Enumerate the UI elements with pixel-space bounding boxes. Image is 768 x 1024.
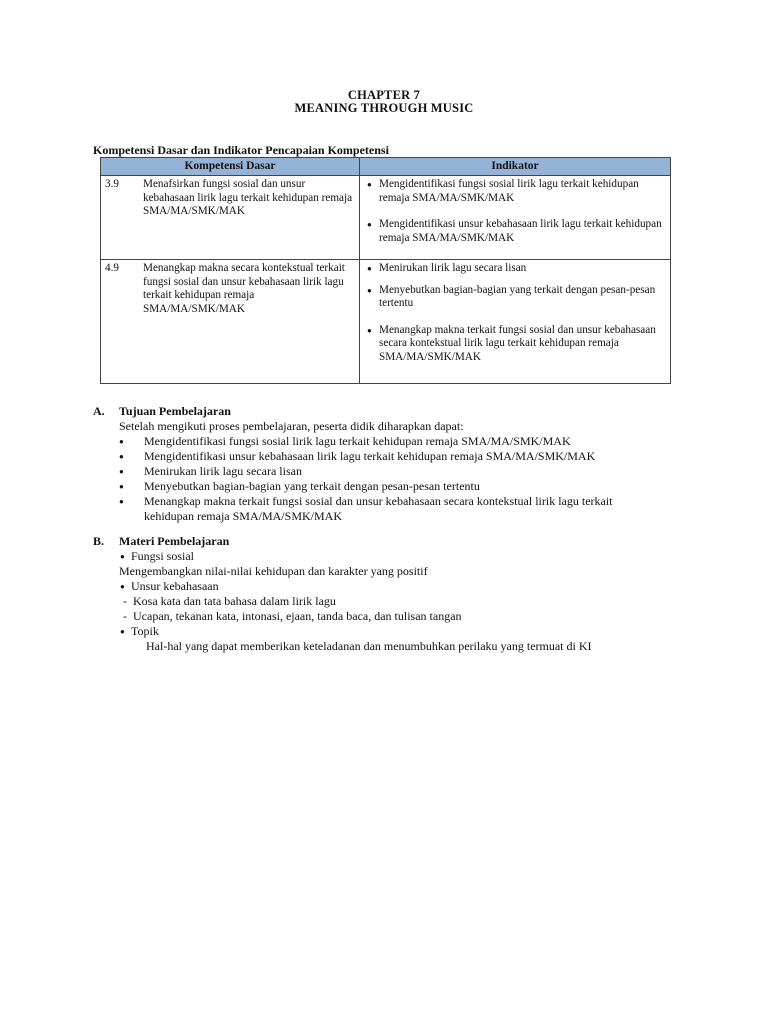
list-item: ● Menirukan lirik lagu secara lisan: [119, 464, 693, 479]
list-item: ● Menangkap makna terkait fungsi sosial dan unsur kebahasaan secara kontekstual lirik lagu terkait kehidupan remaja SMA/MA/SMK/MAK: [119, 494, 664, 524]
indicator-item: ● Menyebutkan bagian-bagian yang terkait dengan pesan-pesan tertentu: [360, 284, 670, 311]
list-item: ● Mengidentifikasi unsur kebahasaan lirik lagu terkait kehidupan remaja SMA/MA/SMK/MAK: [119, 449, 693, 464]
header-kompetensi-dasar: Kompetensi Dasar: [101, 158, 360, 176]
competency-table: [100, 157, 671, 384]
list-item: ● Unsur kebahasaan: [119, 579, 693, 594]
section-heading: B. Materi Pembelajaran: [93, 534, 230, 548]
kd-text: Menafsirkan fungsi sosial dan unsur kebahasaan lirik lagu terkait kehidupan remaja SMA/MA/SMK/MAK: [143, 178, 353, 218]
sub-item: - Ucapan, tekanan kata, intonasi, ejaan, tanda baca, dan tulisan tangan: [119, 609, 693, 624]
section-materi: [93, 534, 693, 654]
chapter-number: CHAPTER 7: [347, 88, 421, 102]
section-tujuan: [93, 404, 693, 524]
indicator-item: ● Mengidentifikasi unsur kebahasaan lirik lagu terkait kehidupan remaja SMA/MA/SMK/MAK: [360, 218, 670, 245]
list-item: ● Fungsi sosial: [119, 549, 693, 564]
table-row: [101, 176, 671, 260]
indicator-item: ● Menirukan lirik lagu secara lisan: [360, 262, 670, 276]
indicator-cell: [360, 260, 671, 384]
kd-cell: [101, 260, 360, 384]
kd-number: 3.9: [105, 178, 119, 190]
sub-item: - Kosa kata dan tata bahasa dalam lirik lagu: [119, 594, 693, 609]
table-row: [101, 260, 671, 384]
table-header-row: [101, 158, 671, 176]
indicator-item: ● Menangkap makna terkait fungsi sosial dan unsur kebahasaan secara kontekstual lirik lagu terkait kehidupan remaja SMA/MA/SMK/MAK: [360, 324, 670, 365]
header-indikator: Indikator: [360, 158, 671, 176]
kd-cell: [101, 176, 360, 260]
indicator-cell: [360, 176, 671, 260]
section-heading: A. Tujuan Pembelajaran: [93, 404, 231, 418]
chapter-title: MEANING THROUGH MUSIC: [294, 101, 474, 115]
list-item: ● Topik: [119, 624, 693, 639]
indicator-item: ● Mengidentifikasi fungsi sosial lirik lagu terkait kehidupan remaja SMA/MA/SMK/MAK: [360, 178, 670, 205]
table-caption: Kompetensi Dasar dan Indikator Pencapaian Kompetensi: [93, 143, 389, 157]
list-item: ● Mengidentifikasi fungsi sosial lirik lagu terkait kehidupan remaja SMA/MA/SMK/MAK: [119, 434, 693, 449]
section-intro: Setelah mengikuti proses pembelajaran, peserta didik diharapkan dapat:: [119, 419, 464, 433]
list-item-desc: Mengembangkan nilai-nilai kehidupan dan karakter yang positif: [119, 564, 428, 578]
list-item-desc: Hal-hal yang dapat memberikan keteladanan dan menumbuhkan perilaku yang termuat di KI: [146, 639, 592, 653]
kd-number: 4.9: [105, 262, 119, 274]
list-item: ● Menyebutkan bagian-bagian yang terkait dengan pesan-pesan tertentu: [119, 479, 693, 494]
kd-text: Menangkap makna secara kontekstual terkait fungsi sosial dan unsur kebahasaan lirik lagu terkait kehidupan remaja SMA/MA/SMK/MAK: [143, 262, 345, 315]
